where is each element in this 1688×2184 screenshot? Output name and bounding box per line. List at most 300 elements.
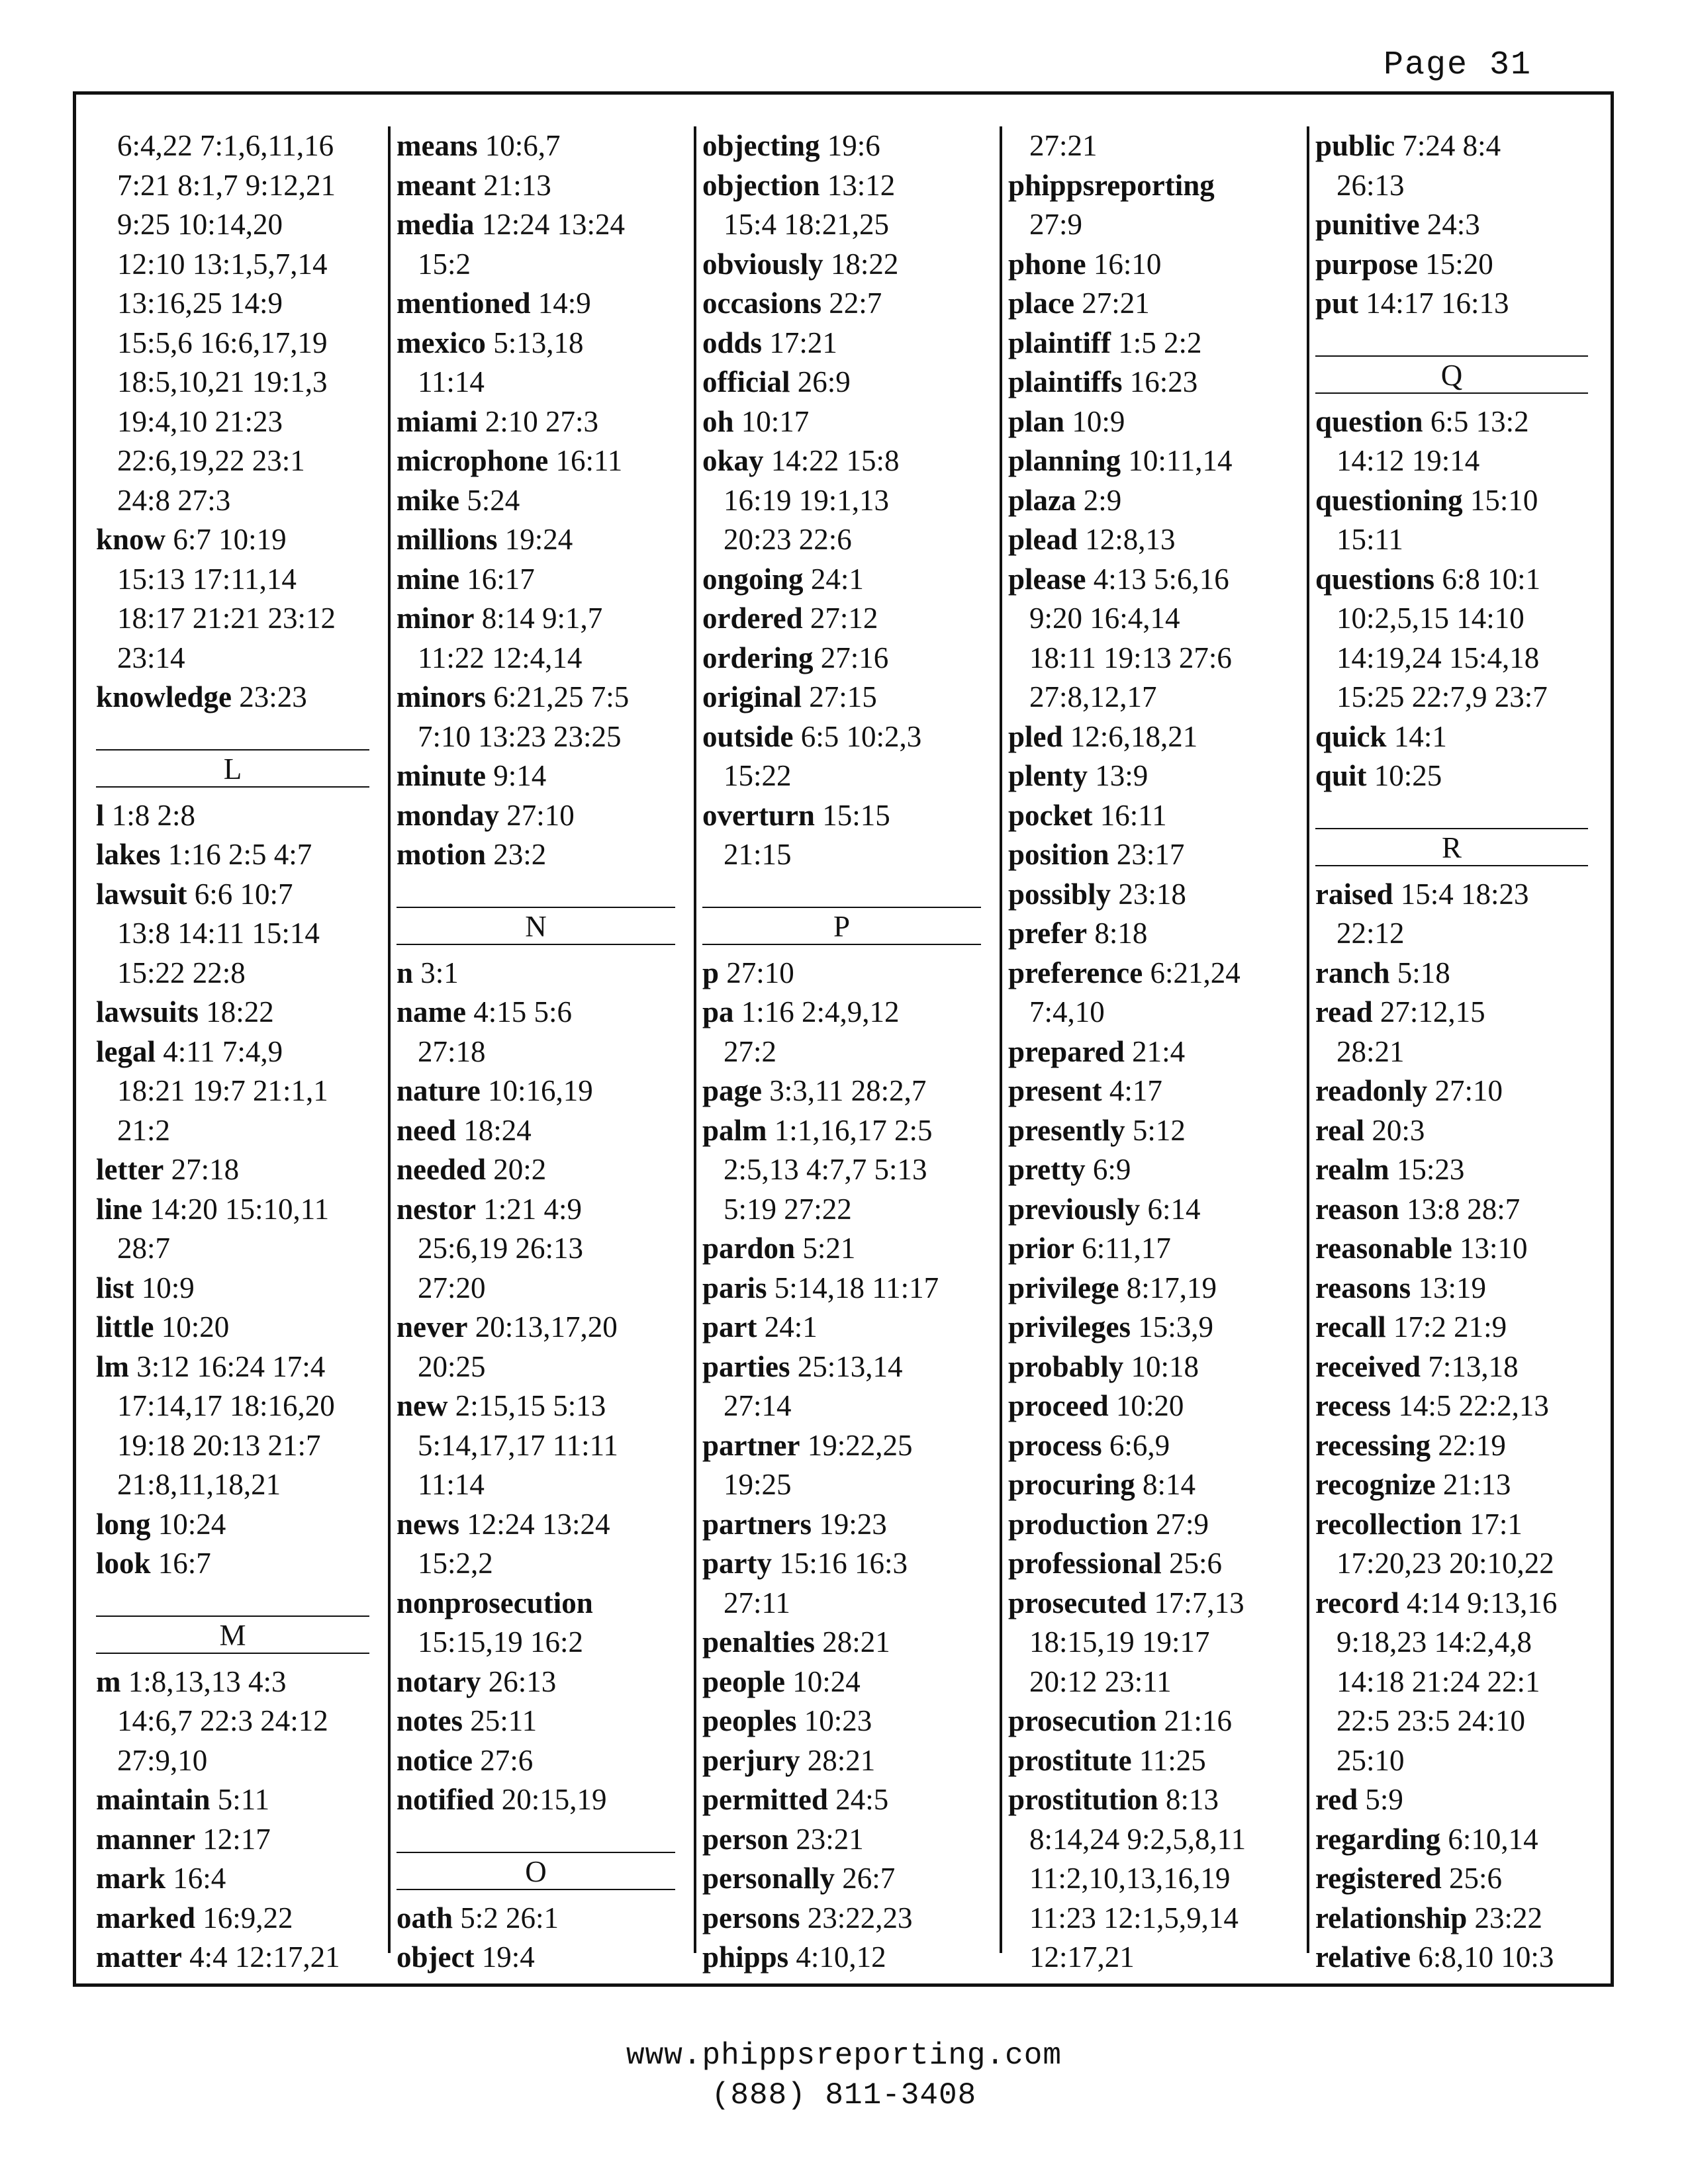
entry-word: lawsuits xyxy=(96,995,199,1028)
entry-references: 6:14 xyxy=(1147,1192,1201,1226)
entry-word: prosecuted xyxy=(1008,1586,1147,1619)
entry-word: motion xyxy=(397,838,486,871)
entry-continuation: 15:13 17:11,14 xyxy=(117,562,297,596)
entry-word: prostitution xyxy=(1008,1783,1158,1816)
entry-continuation: 7:10 13:23 23:25 xyxy=(418,719,622,753)
entry-word: relationship xyxy=(1315,1901,1468,1934)
index-entry xyxy=(397,1308,694,1347)
entry-continuation: 15:2,2 xyxy=(418,1547,493,1580)
index-entry xyxy=(1008,402,1307,442)
entry-references: 8:17,19 xyxy=(1126,1271,1217,1304)
entry-word: preference xyxy=(1008,956,1143,989)
entry-continuation: 13:8 14:11 15:14 xyxy=(117,917,320,950)
entry-references: 4:10,12 xyxy=(796,1940,886,1974)
entry-references: 15:4 18:23 xyxy=(1400,877,1529,911)
index-entry xyxy=(1008,1741,1307,1781)
entry-word: plaintiffs xyxy=(1008,365,1123,398)
entry-references: 6:10,14 xyxy=(1448,1822,1538,1856)
index-entry xyxy=(96,520,388,560)
index-entry xyxy=(702,1938,1000,1978)
index-entry xyxy=(1315,1229,1607,1269)
entry-word: persons xyxy=(702,1901,800,1934)
entry-references: 14:22 15:8 xyxy=(771,444,900,477)
entry-continuation: 28:21 xyxy=(1336,1034,1405,1068)
entry-word: registered xyxy=(1315,1862,1442,1895)
entry-word: lawsuit xyxy=(96,877,187,911)
index-entry xyxy=(397,1938,694,1978)
entry-continuation: 22:6,19,22 23:1 xyxy=(117,444,305,477)
entry-references: 9:14 xyxy=(493,759,547,792)
entry-word: mike xyxy=(397,483,459,517)
entry-references: 17:1 xyxy=(1469,1507,1523,1541)
entry-continuation: 10:2,5,15 14:10 xyxy=(1336,602,1524,635)
divider-rule xyxy=(702,907,981,908)
entry-references: 23:17 xyxy=(1116,838,1185,871)
index-entry xyxy=(397,166,694,206)
entry-references: 16:4 xyxy=(173,1862,226,1895)
entry-references: 24:1 xyxy=(764,1310,818,1343)
entry-references: 27:18 xyxy=(171,1153,240,1186)
entry-continuation: 18:5,10,21 19:1,3 xyxy=(117,365,328,398)
index-entry xyxy=(1008,835,1307,875)
entry-word: reasons xyxy=(1315,1271,1411,1304)
entry-references: 6:9 xyxy=(1092,1153,1131,1186)
entry-word: phippsreporting xyxy=(1008,168,1215,202)
index-column-4 xyxy=(1008,126,1309,1974)
entry-word: reasonable xyxy=(1315,1232,1452,1265)
entry-word: objection xyxy=(702,168,820,202)
entry-word: quick xyxy=(1315,719,1387,753)
entry-word: line xyxy=(96,1192,143,1226)
entry-word: questioning xyxy=(1315,483,1463,517)
divider-rule xyxy=(702,944,981,945)
index-entry xyxy=(1315,481,1607,521)
index-entry xyxy=(1008,481,1307,521)
entry-continuation: 9:20 16:4,14 xyxy=(1029,602,1180,635)
entry-references: 3:3,11 28:2,7 xyxy=(769,1074,927,1107)
index-entry xyxy=(397,324,694,363)
index-entry xyxy=(96,1032,388,1072)
divider-rule xyxy=(1315,865,1588,866)
entry-continuation: 20:25 xyxy=(418,1349,486,1383)
entry-references: 27:15 xyxy=(809,680,877,713)
entry-word: ordering xyxy=(702,641,814,674)
index-entry xyxy=(702,796,1000,836)
entry-references: 14:1 xyxy=(1393,719,1447,753)
entry-word: plaza xyxy=(1008,483,1076,517)
index-entry xyxy=(702,1269,1000,1308)
entry-references: 23:23 xyxy=(239,680,307,713)
index-entry xyxy=(397,1741,694,1781)
entry-word: part xyxy=(702,1310,757,1343)
entry-word: outside xyxy=(702,719,794,753)
entry-word: procuring xyxy=(1008,1468,1135,1501)
index-entry xyxy=(702,1662,1000,1702)
entry-references: 8:13 xyxy=(1165,1783,1219,1816)
entry-references: 15:15 xyxy=(822,798,890,832)
entry-continuation: 20:12 23:11 xyxy=(1029,1664,1172,1698)
index-entry xyxy=(702,717,1000,757)
index-entry xyxy=(1315,1584,1607,1623)
index-entry xyxy=(1315,402,1607,442)
index-entry xyxy=(1315,1308,1607,1347)
entry-references: 24:5 xyxy=(835,1783,889,1816)
index-entry xyxy=(1008,1426,1307,1466)
index-entry xyxy=(702,1505,1000,1545)
entry-continuation: 13:16,25 14:9 xyxy=(117,287,283,320)
index-entry xyxy=(702,1780,1000,1820)
entry-references: 13:12 xyxy=(827,168,896,202)
section-divider xyxy=(397,1820,694,1899)
entry-continuation: 15:4 18:21,25 xyxy=(724,208,890,241)
index-entry xyxy=(1315,717,1607,757)
entry-word: pocket xyxy=(1008,798,1093,832)
index-entry xyxy=(397,205,694,245)
entry-references: 16:23 xyxy=(1129,365,1198,398)
entry-word: minors xyxy=(397,680,486,713)
entry-word: recall xyxy=(1315,1310,1386,1343)
index-entry xyxy=(702,1229,1000,1269)
entry-continuation: 14:19,24 15:4,18 xyxy=(1336,641,1540,674)
entry-word: reason xyxy=(1315,1192,1399,1226)
section-letter: R xyxy=(1441,831,1462,864)
index-entry xyxy=(702,363,1000,402)
entry-references: 10:9 xyxy=(141,1271,195,1304)
entry-continuation: 24:8 27:3 xyxy=(117,483,231,517)
page-number: Page 31 xyxy=(1383,46,1532,84)
entry-word: p xyxy=(702,956,720,989)
index-entry xyxy=(1008,796,1307,836)
entry-continuation: 16:19 19:1,13 xyxy=(724,483,890,517)
index-entry xyxy=(1008,954,1307,993)
entry-references: 15:16 16:3 xyxy=(779,1547,908,1580)
entry-word: position xyxy=(1008,838,1109,871)
index-entry xyxy=(1315,756,1607,796)
index-entry xyxy=(96,1938,388,1978)
entry-references: 5:9 xyxy=(1365,1783,1403,1816)
entry-continuation: 15:11 xyxy=(1336,523,1403,556)
divider-rule xyxy=(96,1653,369,1654)
index-entry xyxy=(397,1387,694,1426)
index-entry xyxy=(1315,1938,1607,1978)
index-entry xyxy=(96,835,388,875)
section-divider xyxy=(397,875,694,954)
entry-word: paris xyxy=(702,1271,767,1304)
index-entry xyxy=(1315,1190,1607,1230)
entry-continuation: 12:17,21 xyxy=(1029,1940,1135,1974)
entry-continuation: 15:2 xyxy=(418,247,471,281)
entry-continuation: 11:14 xyxy=(418,1468,485,1501)
divider-rule xyxy=(96,1615,369,1617)
index-entry xyxy=(397,560,694,600)
entry-word: pretty xyxy=(1008,1153,1086,1186)
entry-continuation: 19:18 20:13 21:7 xyxy=(117,1428,321,1462)
entry-word: odds xyxy=(702,326,763,359)
entry-word: privilege xyxy=(1008,1271,1119,1304)
entry-word: penalties xyxy=(702,1625,816,1659)
entry-continuation: 7:21 8:1,7 9:12,21 xyxy=(117,168,336,202)
entry-references: 17:2 21:9 xyxy=(1393,1310,1507,1343)
index-entry xyxy=(1008,1780,1307,1820)
entry-references: 6:21,24 xyxy=(1150,956,1241,989)
entry-word: object xyxy=(397,1940,475,1974)
section-letter: P xyxy=(833,909,851,943)
entry-word: plead xyxy=(1008,523,1078,556)
entry-continuation: 27:2 xyxy=(724,1034,777,1068)
entry-references: 2:10 27:3 xyxy=(485,404,598,438)
index-entry xyxy=(96,1544,388,1584)
index-entry xyxy=(1315,1820,1607,1860)
entry-word: quit xyxy=(1315,759,1367,792)
entry-references: 6:11,17 xyxy=(1082,1232,1171,1265)
entry-continuation: 6:4,22 7:1,6,11,16 xyxy=(117,129,334,162)
index-entry xyxy=(1008,1229,1307,1269)
section-divider xyxy=(702,875,1000,954)
entry-word: people xyxy=(702,1664,786,1698)
entry-continuation: 15:22 22:8 xyxy=(117,956,246,989)
entry-word: occasions xyxy=(702,287,821,320)
entry-references: 4:17 xyxy=(1109,1074,1162,1107)
section-letter: L xyxy=(223,752,242,786)
entry-word: new xyxy=(397,1389,448,1422)
entry-word: mine xyxy=(397,562,459,596)
index-entry xyxy=(1008,520,1307,560)
entry-references: 19:22,25 xyxy=(807,1428,913,1462)
index-entry xyxy=(96,1899,388,1938)
entry-continuation: 27:14 xyxy=(724,1389,792,1422)
entry-word: prosecution xyxy=(1008,1704,1157,1737)
index-entry xyxy=(1315,245,1607,285)
index-entry xyxy=(96,1859,388,1899)
entry-word: means xyxy=(397,129,478,162)
entry-references: 24:3 xyxy=(1427,208,1480,241)
entry-references: 10:11,14 xyxy=(1128,444,1233,477)
entry-references: 8:14 xyxy=(1142,1468,1196,1501)
index-entry xyxy=(397,678,694,717)
entry-references: 12:17 xyxy=(203,1822,271,1856)
entry-word: prostitute xyxy=(1008,1743,1132,1777)
index-entry xyxy=(397,1899,694,1938)
entry-references: 23:22 xyxy=(1474,1901,1542,1934)
entry-references: 15:23 xyxy=(1396,1153,1465,1186)
entry-references: 27:10 xyxy=(506,798,575,832)
index-entry xyxy=(96,1505,388,1545)
index-entry xyxy=(397,1071,694,1111)
index-entry xyxy=(96,1150,388,1190)
entry-continuation: 23:14 xyxy=(117,641,185,674)
entry-word: realm xyxy=(1315,1153,1389,1186)
index-entry xyxy=(96,1308,388,1347)
index-entry xyxy=(1315,205,1607,245)
entry-word: recessing xyxy=(1315,1428,1431,1462)
index-entry xyxy=(96,1780,388,1820)
entry-word: proceed xyxy=(1008,1389,1109,1422)
entry-word: miami xyxy=(397,404,478,438)
entry-references: 28:21 xyxy=(807,1743,876,1777)
entry-continuation: 9:25 10:14,20 xyxy=(117,208,283,241)
divider-rule xyxy=(1315,355,1588,357)
index-entry xyxy=(1315,1071,1607,1111)
entry-word: maintain xyxy=(96,1783,211,1816)
entry-continuation: 17:14,17 18:16,20 xyxy=(117,1389,335,1422)
entry-references: 28:21 xyxy=(822,1625,890,1659)
entry-references: 27:10 xyxy=(1434,1074,1503,1107)
index-entry xyxy=(96,1190,388,1230)
entry-continuation: 21:8,11,18,21 xyxy=(117,1468,281,1501)
entry-word: question xyxy=(1315,404,1423,438)
index-entry xyxy=(397,1190,694,1230)
entry-word: nonprosecution xyxy=(397,1586,593,1619)
entry-references: 18:22 xyxy=(206,995,274,1028)
entry-references: 1:16 2:4,9,12 xyxy=(741,995,900,1028)
entry-continuation: 27:18 xyxy=(418,1034,486,1068)
entry-references: 2:15,15 5:13 xyxy=(455,1389,606,1422)
index-entry xyxy=(1008,914,1307,954)
index-entry xyxy=(1008,441,1307,481)
index-column-3 xyxy=(702,126,1002,1974)
entry-references: 6:8,10 10:3 xyxy=(1418,1940,1554,1974)
entry-references: 19:24 xyxy=(504,523,573,556)
entry-references: 12:24 13:24 xyxy=(481,208,626,241)
entry-references: 25:6 xyxy=(1168,1547,1222,1580)
index-entry xyxy=(397,402,694,442)
entry-word: pa xyxy=(702,995,734,1028)
entry-references: 19:6 xyxy=(827,129,880,162)
index-entry xyxy=(397,1150,694,1190)
entry-word: put xyxy=(1315,287,1359,320)
entry-word: obviously xyxy=(702,247,823,281)
divider-rule xyxy=(1315,828,1588,829)
entry-references: 20:13,17,20 xyxy=(475,1310,618,1343)
entry-references: 3:12 16:24 17:4 xyxy=(136,1349,326,1383)
entry-word: knowledge xyxy=(96,680,232,713)
entry-continuation: 11:22 12:4,14 xyxy=(418,641,583,674)
index-entry xyxy=(1008,1032,1307,1072)
index-entry xyxy=(1315,954,1607,993)
entry-word: production xyxy=(1008,1507,1149,1541)
entry-continuation: 18:15,19 19:17 xyxy=(1029,1625,1210,1659)
entry-word: pled xyxy=(1008,719,1063,753)
entry-continuation: 5:19 27:22 xyxy=(724,1192,852,1226)
entry-references: 11:25 xyxy=(1139,1743,1206,1777)
entry-continuation: 15:5,6 16:6,17,19 xyxy=(117,326,328,359)
entry-word: record xyxy=(1315,1586,1399,1619)
entry-word: partners xyxy=(702,1507,812,1541)
index-entry xyxy=(1315,1387,1607,1426)
index-entry xyxy=(702,678,1000,717)
entry-word: pardon xyxy=(702,1232,796,1265)
index-entry xyxy=(1008,1150,1307,1190)
index-entry xyxy=(1315,1859,1607,1899)
entry-references: 27:9 xyxy=(1155,1507,1209,1541)
entry-references: 21:4 xyxy=(1132,1034,1186,1068)
entry-word: notes xyxy=(397,1704,463,1737)
entry-references: 6:21,25 7:5 xyxy=(493,680,630,713)
entry-continuation: 14:12 19:14 xyxy=(1336,444,1480,477)
entry-continuation: 11:23 12:1,5,9,14 xyxy=(1029,1901,1239,1934)
entry-word: okay xyxy=(702,444,764,477)
entry-word: party xyxy=(702,1547,772,1580)
index-entry xyxy=(1315,1780,1607,1820)
entry-references: 1:21 4:9 xyxy=(483,1192,582,1226)
entry-continuation: 26:13 xyxy=(1336,168,1405,202)
entry-word: lakes xyxy=(96,838,161,871)
entry-continuation: 25:10 xyxy=(1336,1743,1405,1777)
entry-references: 10:24 xyxy=(792,1664,861,1698)
divider-rule xyxy=(96,749,369,751)
index-entry xyxy=(96,875,388,915)
footer-website: www.phippsreporting.com xyxy=(626,2038,1062,2073)
entry-references: 26:9 xyxy=(797,365,851,398)
entry-continuation: 21:2 xyxy=(117,1113,171,1147)
entry-references: 13:10 xyxy=(1459,1232,1528,1265)
entry-references: 10:20 xyxy=(161,1310,230,1343)
index-entry xyxy=(1008,1347,1307,1387)
section-letter: O xyxy=(525,1854,547,1888)
entry-word: recess xyxy=(1315,1389,1391,1422)
entry-word: notice xyxy=(397,1743,473,1777)
index-entry xyxy=(96,993,388,1032)
entry-references: 12:8,13 xyxy=(1085,523,1176,556)
entry-references: 17:21 xyxy=(769,326,837,359)
entry-references: 4:11 7:4,9 xyxy=(163,1034,283,1068)
entry-word: microphone xyxy=(397,444,549,477)
index-entry xyxy=(397,756,694,796)
index-entry xyxy=(397,481,694,521)
index-entry xyxy=(702,324,1000,363)
entry-continuation: 27:9,10 xyxy=(117,1743,208,1777)
entry-references: 4:13 5:6,16 xyxy=(1093,562,1229,596)
index-entry xyxy=(1008,756,1307,796)
index-entry xyxy=(1315,875,1607,915)
entry-word: need xyxy=(397,1113,456,1147)
index-entry xyxy=(1008,1465,1307,1505)
entry-references: 27:6 xyxy=(480,1743,534,1777)
entry-references: 6:6,9 xyxy=(1109,1428,1170,1462)
divider-rule xyxy=(96,786,369,788)
index-entry xyxy=(1008,1387,1307,1426)
entry-references: 7:24 8:4 xyxy=(1402,129,1501,162)
index-entry xyxy=(397,1584,694,1623)
entry-references: 19:23 xyxy=(819,1507,887,1541)
entry-references: 10:17 xyxy=(741,404,810,438)
entry-references: 5:2 26:1 xyxy=(460,1901,559,1934)
entry-word: readonly xyxy=(1315,1074,1428,1107)
entry-word: permitted xyxy=(702,1783,828,1816)
index-entry xyxy=(702,1859,1000,1899)
entry-references: 16:11 xyxy=(555,444,623,477)
entry-word: overturn xyxy=(702,798,815,832)
entry-word: m xyxy=(96,1664,121,1698)
entry-continuation: 18:11 19:13 27:6 xyxy=(1029,641,1232,674)
entry-continuation: 7:4,10 xyxy=(1029,995,1105,1028)
entry-continuation: 27:9 xyxy=(1029,208,1083,241)
entry-references: 10:16,19 xyxy=(487,1074,593,1107)
index-entry xyxy=(702,245,1000,285)
index-entry xyxy=(702,1111,1000,1151)
entry-word: letter xyxy=(96,1153,164,1186)
entry-references: 27:12 xyxy=(810,602,878,635)
entry-references: 6:8 10:1 xyxy=(1442,562,1541,596)
index-entry xyxy=(1008,1269,1307,1308)
entry-word: oh xyxy=(702,404,734,438)
entry-word: objecting xyxy=(702,129,820,162)
entry-references: 22:19 xyxy=(1438,1428,1506,1462)
index-column-1 xyxy=(96,126,391,1974)
entry-continuation: 19:25 xyxy=(724,1468,792,1501)
entry-references: 5:18 xyxy=(1397,956,1450,989)
section-divider xyxy=(1315,796,1607,875)
